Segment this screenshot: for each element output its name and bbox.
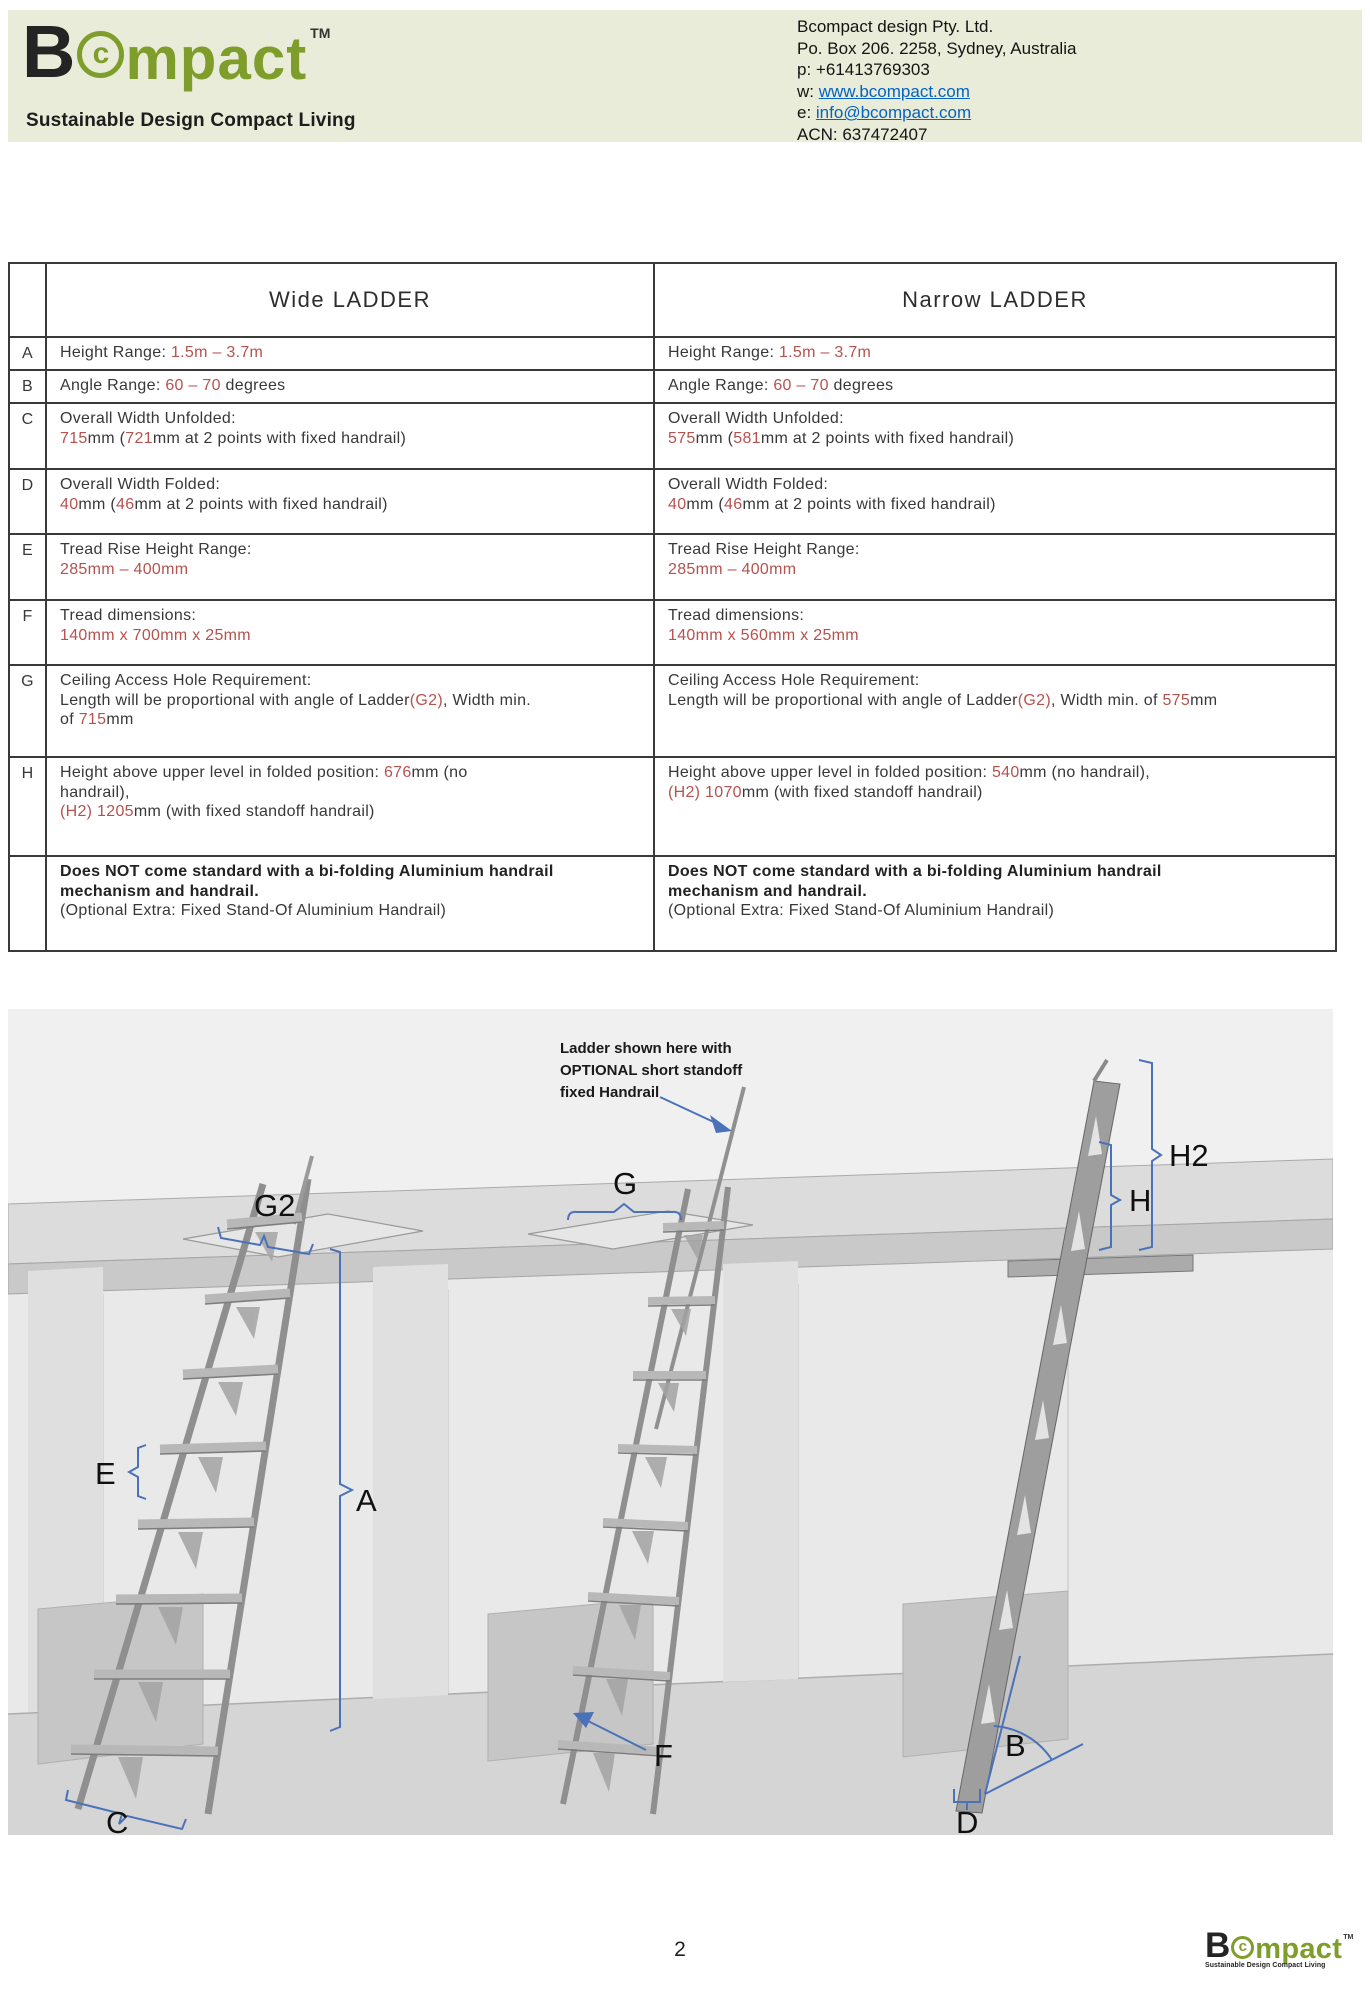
table-cell-narrow: Height above upper level in folded position: 540mm (no handrail), (H2) 1070mm (with fixed standoff handrail) [655, 758, 1335, 857]
column-header: Narrow LADDER [655, 264, 1335, 338]
row-letter: H [10, 758, 47, 857]
logo-letter-b: B [22, 10, 76, 93]
footer-logo-circle-c-icon: c [1231, 1936, 1254, 1959]
table-cell-narrow: Height Range: 1.5m – 3.7m [655, 338, 1335, 371]
table-cell-wide: Ceiling Access Hole Requirement: Length will be proportional with angle of Ladder(G2), Width min. of 715mm [47, 666, 655, 758]
label-F: F [654, 1738, 673, 1773]
table-cell-narrow: Does NOT come standard with a bi-folding Aluminium handrail mechanism and handrail. (Optional Extra: Fixed Stand-Of Aluminium Handrail) [668, 863, 1162, 919]
table-cell-narrow: Overall Width Folded: 40mm (46mm at 2 points with fixed handrail) [655, 470, 1335, 535]
company-address: Po. Box 206. 2258, Sydney, Australia [797, 38, 1077, 58]
column-header: Wide LADDER [47, 264, 655, 338]
label-C: C [106, 1805, 129, 1835]
handrail-note-line2: OPTIONAL short standoff [560, 1062, 743, 1079]
trademark-symbol: TM [310, 24, 331, 41]
label-G2: G2 [254, 1188, 296, 1223]
phone-number: +61413769303 [815, 60, 930, 79]
email-label: e: [797, 103, 816, 122]
table-cell-narrow: Tread dimensions: 140mm x 560mm x 25mm [655, 601, 1335, 666]
row-letter: E [10, 535, 47, 601]
label-A: A [356, 1483, 377, 1518]
footer-trademark-symbol: TM [1343, 1933, 1354, 1941]
row-letter: F [10, 601, 47, 666]
table-cell-wide: Tread dimensions: 140mm x 700mm x 25mm [47, 601, 655, 666]
footer-tagline: Sustainable Design Compact Living [1205, 1961, 1326, 1969]
row-letter [10, 857, 47, 950]
logo-circle-c-icon: c [77, 31, 124, 78]
phone-label: p: [797, 60, 816, 79]
phone-line [797, 59, 1076, 81]
logo-tagline: Sustainable Design Compact Living [26, 110, 356, 131]
spec-comparison-table [8, 262, 1337, 952]
table-cell-narrow: Angle Range: 60 – 70 degrees [655, 371, 1335, 404]
row-letter: D [10, 470, 47, 535]
web-label: w: [797, 81, 819, 101]
company-logo [22, 10, 331, 93]
website-link[interactable]: www.bcompact.com [818, 81, 970, 101]
row-letter: A [10, 338, 47, 371]
label-E: E [95, 1456, 116, 1491]
row-letter: G [10, 666, 47, 758]
page-number: 2 [674, 1938, 686, 1961]
table-cell-wide: Angle Range: 60 – 70 degrees [47, 371, 655, 404]
table-cell-narrow: Overall Width Unfolded: 575mm (581mm at 2 points with fixed handrail) [655, 404, 1335, 470]
table-cell-wide: Height above upper level in folded position: 676mm (no handrail), (H2) 1205mm (with fixed standoff handrail) [47, 758, 655, 857]
table-cell-wide: Tread Rise Height Range: 285mm – 400mm [47, 535, 655, 601]
ladder-diagram-svg [8, 1009, 1333, 1835]
company-name: Bcompact design Pty. Ltd. [797, 17, 994, 36]
table-cell-narrow: Tread Rise Height Range: 285mm – 400mm [655, 535, 1335, 601]
table-cell-wide: Overall Width Unfolded: 715mm (721mm at 2 points with fixed handrail) [47, 404, 655, 470]
label-D: D [956, 1805, 979, 1835]
row-letter: B [10, 371, 47, 404]
footer-logo [1205, 1926, 1365, 1969]
label-H2: H2 [1169, 1138, 1209, 1173]
ladder-diagram [8, 1009, 1333, 1835]
logo-text: mpact [125, 24, 308, 92]
label-G: G [613, 1166, 638, 1201]
label-H: H [1129, 1183, 1152, 1218]
table-cell-wide: Overall Width Folded: 40mm (46mm at 2 points with fixed handrail) [47, 470, 655, 535]
contact-block [797, 16, 1076, 145]
handrail-note-line1: Ladder shown here with [560, 1040, 732, 1057]
table-cell-narrow: Ceiling Access Hole Requirement: Length will be proportional with angle of Ladder(G2), Width min. of 575mm [655, 666, 1335, 758]
email-link[interactable]: info@bcompact.com [815, 103, 972, 122]
wall-panel-right [723, 1261, 798, 1682]
table-cell-wide: Does NOT come standard with a bi-folding Aluminium handrail mechanism and handrail. (Optional Extra: Fixed Stand-Of Aluminium Handrail) [47, 857, 655, 950]
acn-line: ACN: 637472407 [797, 124, 928, 144]
label-B: B [1005, 1728, 1026, 1763]
web-line [797, 81, 1076, 103]
footer-logo-letter-b: B [1205, 1926, 1231, 1965]
footer-logo-text: mpact [1255, 1932, 1343, 1965]
row-letter: C [10, 404, 47, 470]
table-cell-wide: Height Range: 1.5m – 3.7m [47, 338, 655, 371]
handrail-note-line3: fixed Handrail [560, 1084, 660, 1101]
wall-panel-mid [373, 1264, 448, 1699]
email-line [797, 102, 1076, 124]
corner-cell [10, 264, 47, 338]
